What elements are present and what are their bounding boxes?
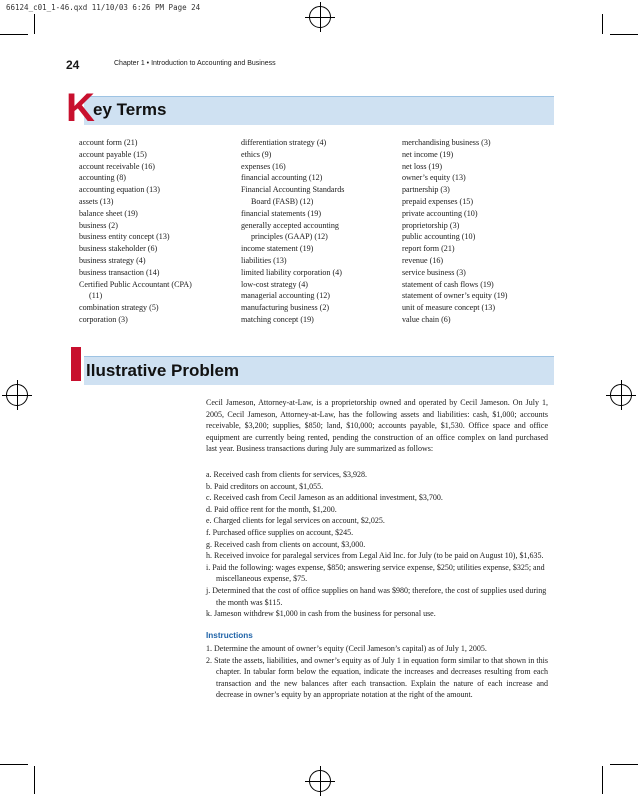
key-terms-column-1 (79, 137, 192, 326)
crop-mark-top-right (602, 14, 603, 34)
key-term: generally accepted accounting (241, 220, 339, 230)
crop-mark-bottom-left (34, 766, 35, 794)
registration-mark-right (606, 380, 636, 410)
key-term: matching concept (19) (241, 314, 314, 324)
crop-mark-top-left (34, 14, 35, 34)
key-term: revenue (16) (402, 255, 444, 265)
key-terms-heading: ey Terms (93, 100, 167, 119)
key-term: business transaction (14) (79, 267, 160, 277)
crop-mark-bottom-right-h (610, 764, 638, 765)
key-term: manufacturing business (2) (241, 303, 330, 313)
printer-slug: 66124_c01_1-46.qxd 11/10/03 6:26 PM Page 24 (6, 3, 201, 12)
key-term: (11) (89, 291, 103, 301)
key-term: business stakeholder (6) (79, 244, 158, 254)
instructions-heading: Instructions (206, 631, 253, 640)
transaction-item: c. Received cash from Cecil Jameson as an additional investment, $3,700. (206, 493, 443, 503)
key-term: merchandising business (3) (402, 138, 491, 147)
key-term: business strategy (4) (79, 255, 146, 265)
transaction-item: e. Charged clients for legal services on account, $2,025. (206, 516, 385, 526)
key-term: net loss (19) (402, 161, 443, 171)
key-term: ethics (9) (241, 149, 272, 159)
key-term: limited liability corporation (4) (241, 267, 342, 277)
key-terms-column-3 (402, 137, 508, 326)
key-term: partnership (3) (402, 185, 450, 195)
transaction-item: j. Determined that the cost of office supplies on hand was $980; therefore, the cost of supplies used during the month was $115. (206, 585, 547, 607)
running-head: Chapter 1 • Introduction to Accounting and Business (114, 60, 276, 67)
key-term: account form (21) (79, 138, 138, 147)
key-term: managerial accounting (12) (241, 291, 330, 301)
key-term: statement of cash flows (19) (402, 279, 494, 289)
key-term: public accounting (10) (402, 232, 476, 242)
key-term: prepaid expenses (15) (402, 196, 474, 206)
instruction-item: 1. Determine the amount of owner’s equity (Cecil Jameson’s capital) as of July 1, 2005. (206, 644, 487, 653)
page-number: 24 (66, 58, 80, 72)
key-term: account receivable (16) (79, 161, 155, 171)
key-term: net income (19) (402, 149, 454, 159)
key-term: Financial Accounting Standards (241, 185, 345, 195)
registration-mark-top (305, 2, 335, 32)
problem-intro: Cecil Jameson, Attorney-at-Law, is a proprietorship owned and operated by Cecil Jameson. On July 1, 2005, Cecil Jameson, Attorney-at-Law, has the following assets and liabilities: cash, $1,000; accounts receivable, $3,200; supplies, $850; land, $10,000; accounts payable, $1,530. Office space and office equipment are currently being rented, pending the construction of an office complex on land purchased last year. Business transactions during July are summarized as follows: (206, 398, 548, 454)
key-terms-column-2 (241, 137, 344, 326)
illustrative-problem-heading: llustrative Problem (86, 361, 240, 380)
illustrative-problem-initial-bar (71, 347, 81, 381)
key-term: proprietorship (3) (402, 220, 460, 230)
key-term: financial accounting (12) (241, 173, 323, 183)
key-term: value chain (6) (402, 314, 451, 324)
registration-mark-bottom (305, 766, 335, 796)
transaction-list (206, 469, 548, 620)
key-term: report form (21) (402, 244, 455, 254)
key-term: financial statements (19) (241, 208, 322, 218)
key-term: account payable (15) (79, 149, 147, 159)
key-term: Board (FASB) (12) (251, 196, 314, 206)
transaction-item: g. Received cash from clients on account, $3,000. (206, 539, 366, 549)
key-term: low-cost strategy (4) (241, 279, 308, 289)
instruction-item: 2. State the assets, liabilities, and owner’s equity as of July 1 in equation form similar to that shown in this chapter. In tabular form below the equation, indicate the increases and decreases resulting from each transaction and the new balances after each transaction. Explain the nature of each increase and decrease in owner’s equity by an appropriate notation at the right of the amount. (206, 655, 548, 700)
transaction-item: h. Received invoice for paralegal services from Legal Aid Inc. for July (to be paid on August 10), $1,635. (206, 551, 544, 561)
transaction-item: f. Purchased office supplies on account, $245. (206, 527, 354, 537)
key-term: differentiation strategy (4) (241, 138, 327, 147)
key-terms-initial: K (66, 86, 95, 130)
key-term: balance sheet (19) (79, 208, 138, 218)
key-term: expenses (16) (241, 161, 286, 171)
crop-mark-bottom-left-h (0, 764, 28, 765)
key-term: accounting equation (13) (79, 185, 160, 195)
key-term: principles (GAAP) (12) (251, 232, 328, 242)
key-term: unit of measure concept (13) (402, 303, 496, 313)
crop-mark-top-right-h (610, 34, 638, 35)
crop-mark-top-left-h (0, 34, 28, 35)
transaction-item: b. Paid creditors on account, $1,055. (206, 481, 324, 491)
transaction-item: i. Paid the following: wages expense, $850; answering service expense, $250; utilities expense, $325; and miscellaneous expense, $75. (206, 562, 545, 584)
key-term: assets (13) (79, 196, 114, 206)
key-term: accounting (8) (79, 173, 126, 183)
key-term: business entity concept (13) (79, 232, 170, 242)
key-term: liabilities (13) (241, 255, 287, 265)
registration-mark-left (2, 380, 32, 410)
key-term: owner’s equity (13) (402, 173, 466, 183)
transaction-item: a. Received cash from clients for services, $3,928. (206, 470, 368, 479)
instructions-list (206, 643, 548, 701)
key-term: combination strategy (5) (79, 303, 159, 313)
key-term: statement of owner’s equity (19) (402, 291, 508, 301)
transaction-item: k. Jameson withdrew $1,000 in cash from the business for personal use. (206, 609, 436, 619)
key-term: income statement (19) (241, 244, 314, 254)
key-term: business (2) (79, 220, 118, 230)
key-term: corporation (3) (79, 314, 128, 324)
key-term: private accounting (10) (402, 208, 478, 218)
crop-mark-bottom-right (602, 766, 603, 794)
transaction-item: d. Paid office rent for the month, $1,200. (206, 504, 337, 514)
key-term: service business (3) (402, 267, 466, 277)
key-term: Certified Public Accountant (CPA) (79, 279, 192, 289)
